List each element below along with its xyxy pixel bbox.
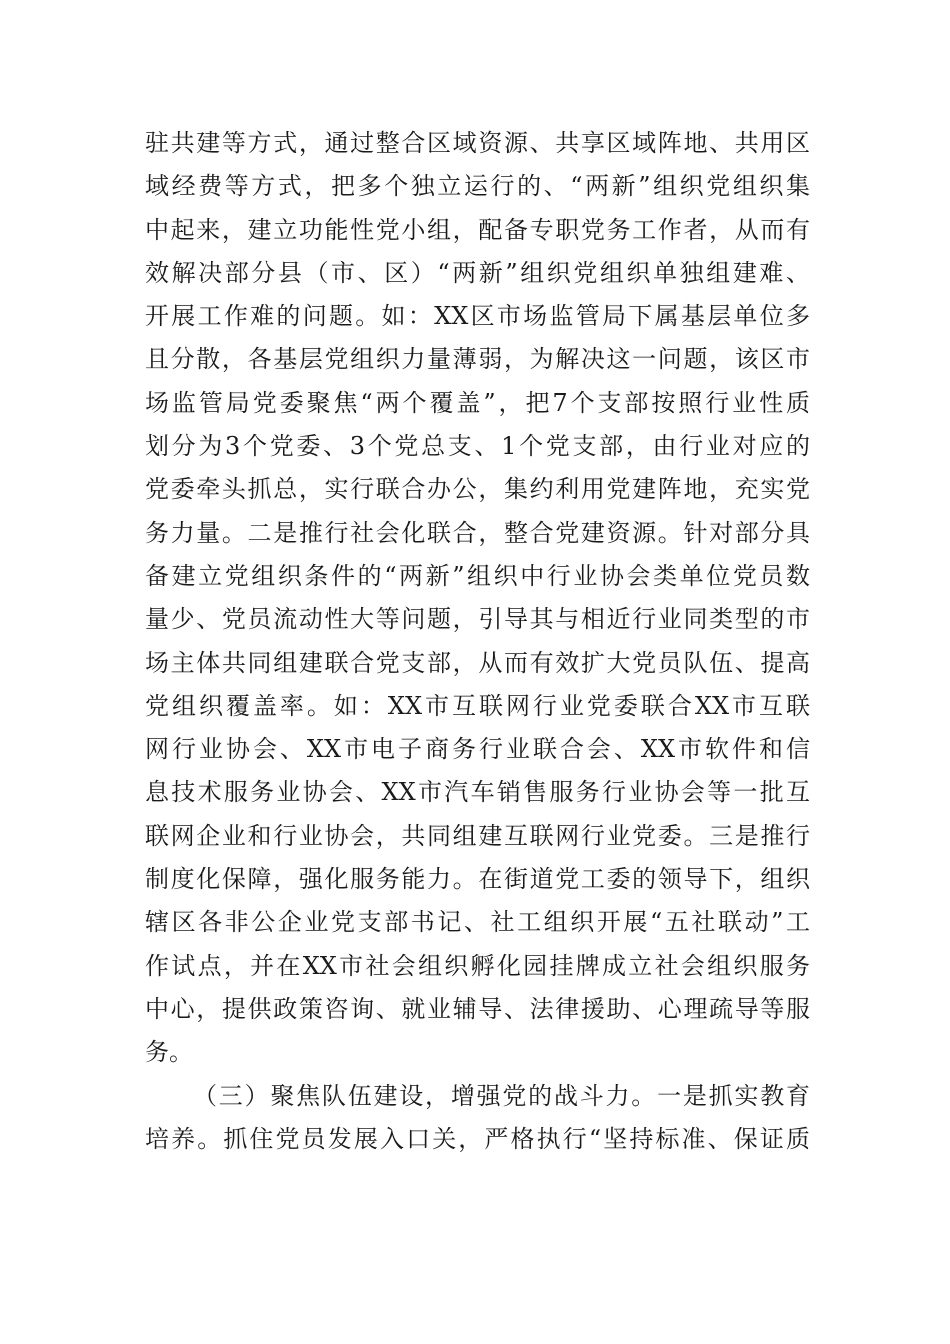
text-line: 开展工作难的问题。如：XX区市场监管局下属基层单位多 [145, 302, 810, 331]
body-text [145, 122, 810, 1161]
text-line: 域经费等方式，把多个独立运行的、“两新”组织党组织集 [145, 172, 810, 201]
text-line: 场监管局党委聚焦“两个覆盖”，把7个支部按照行业性质 [145, 388, 810, 417]
text-line: 场主体共同组建联合党支部，从而有效扩大党员队伍、提高 [145, 648, 810, 677]
text-line: 且分散，各基层党组织力量薄弱，为解决这一问题，该区市 [145, 345, 810, 374]
section-heading-line: （三）聚焦队伍建设，增强党的战斗力。一是抓实教育 [193, 1081, 810, 1110]
text-line: 中心，提供政策咨询、就业辅导、法律援助、心理疏导等服 [145, 994, 810, 1023]
text-line: 党组织覆盖率。如：XX市互联网行业党委联合XX市互联 [145, 691, 810, 720]
paragraph-end-line: 务。 [145, 1038, 193, 1067]
text-line: 网行业协会、XX市电子商务行业联合会、XX市软件和信 [145, 735, 810, 764]
text-line: 联网企业和行业协会，共同组建互联网行业党委。三是推行 [145, 821, 810, 850]
text-line: 培养。抓住党员发展入口关，严格执行“坚持标准、保证质 [145, 1124, 810, 1153]
text-line: 党委牵头抓总，实行联合办公，集约利用党建阵地，充实党 [145, 475, 810, 504]
text-line: 作试点，并在XX市社会组织孵化园挂牌成立社会组织服务 [145, 951, 810, 980]
text-line: 息技术服务业协会、XX市汽车销售服务行业协会等一批互 [145, 778, 810, 807]
text-line: 中起来，建立功能性党小组，配备专职党务工作者，从而有 [145, 215, 810, 244]
text-line: 备建立党组织条件的“两新”组织中行业协会类单位党员数 [145, 561, 810, 590]
text-line: 制度化保障，强化服务能力。在街道党工委的领导下，组织 [145, 865, 810, 894]
text-line: 划分为3个党委、3个党总支、1个党支部，由行业对应的 [145, 432, 810, 461]
text-line: 务力量。二是推行社会化联合，整合党建资源。针对部分具 [145, 518, 810, 547]
text-line: 效解决部分县（市、区）“两新”组织党组织单独组建难、 [145, 258, 810, 287]
text-line: 驻共建等方式，通过整合区域资源、共享区域阵地、共用区 [145, 129, 810, 157]
text-line: 辖区各非公企业党支部书记、社工组织开展“五社联动”工 [145, 908, 810, 937]
text-line: 量少、党员流动性大等问题，引导其与相近行业同类型的市 [145, 605, 810, 634]
